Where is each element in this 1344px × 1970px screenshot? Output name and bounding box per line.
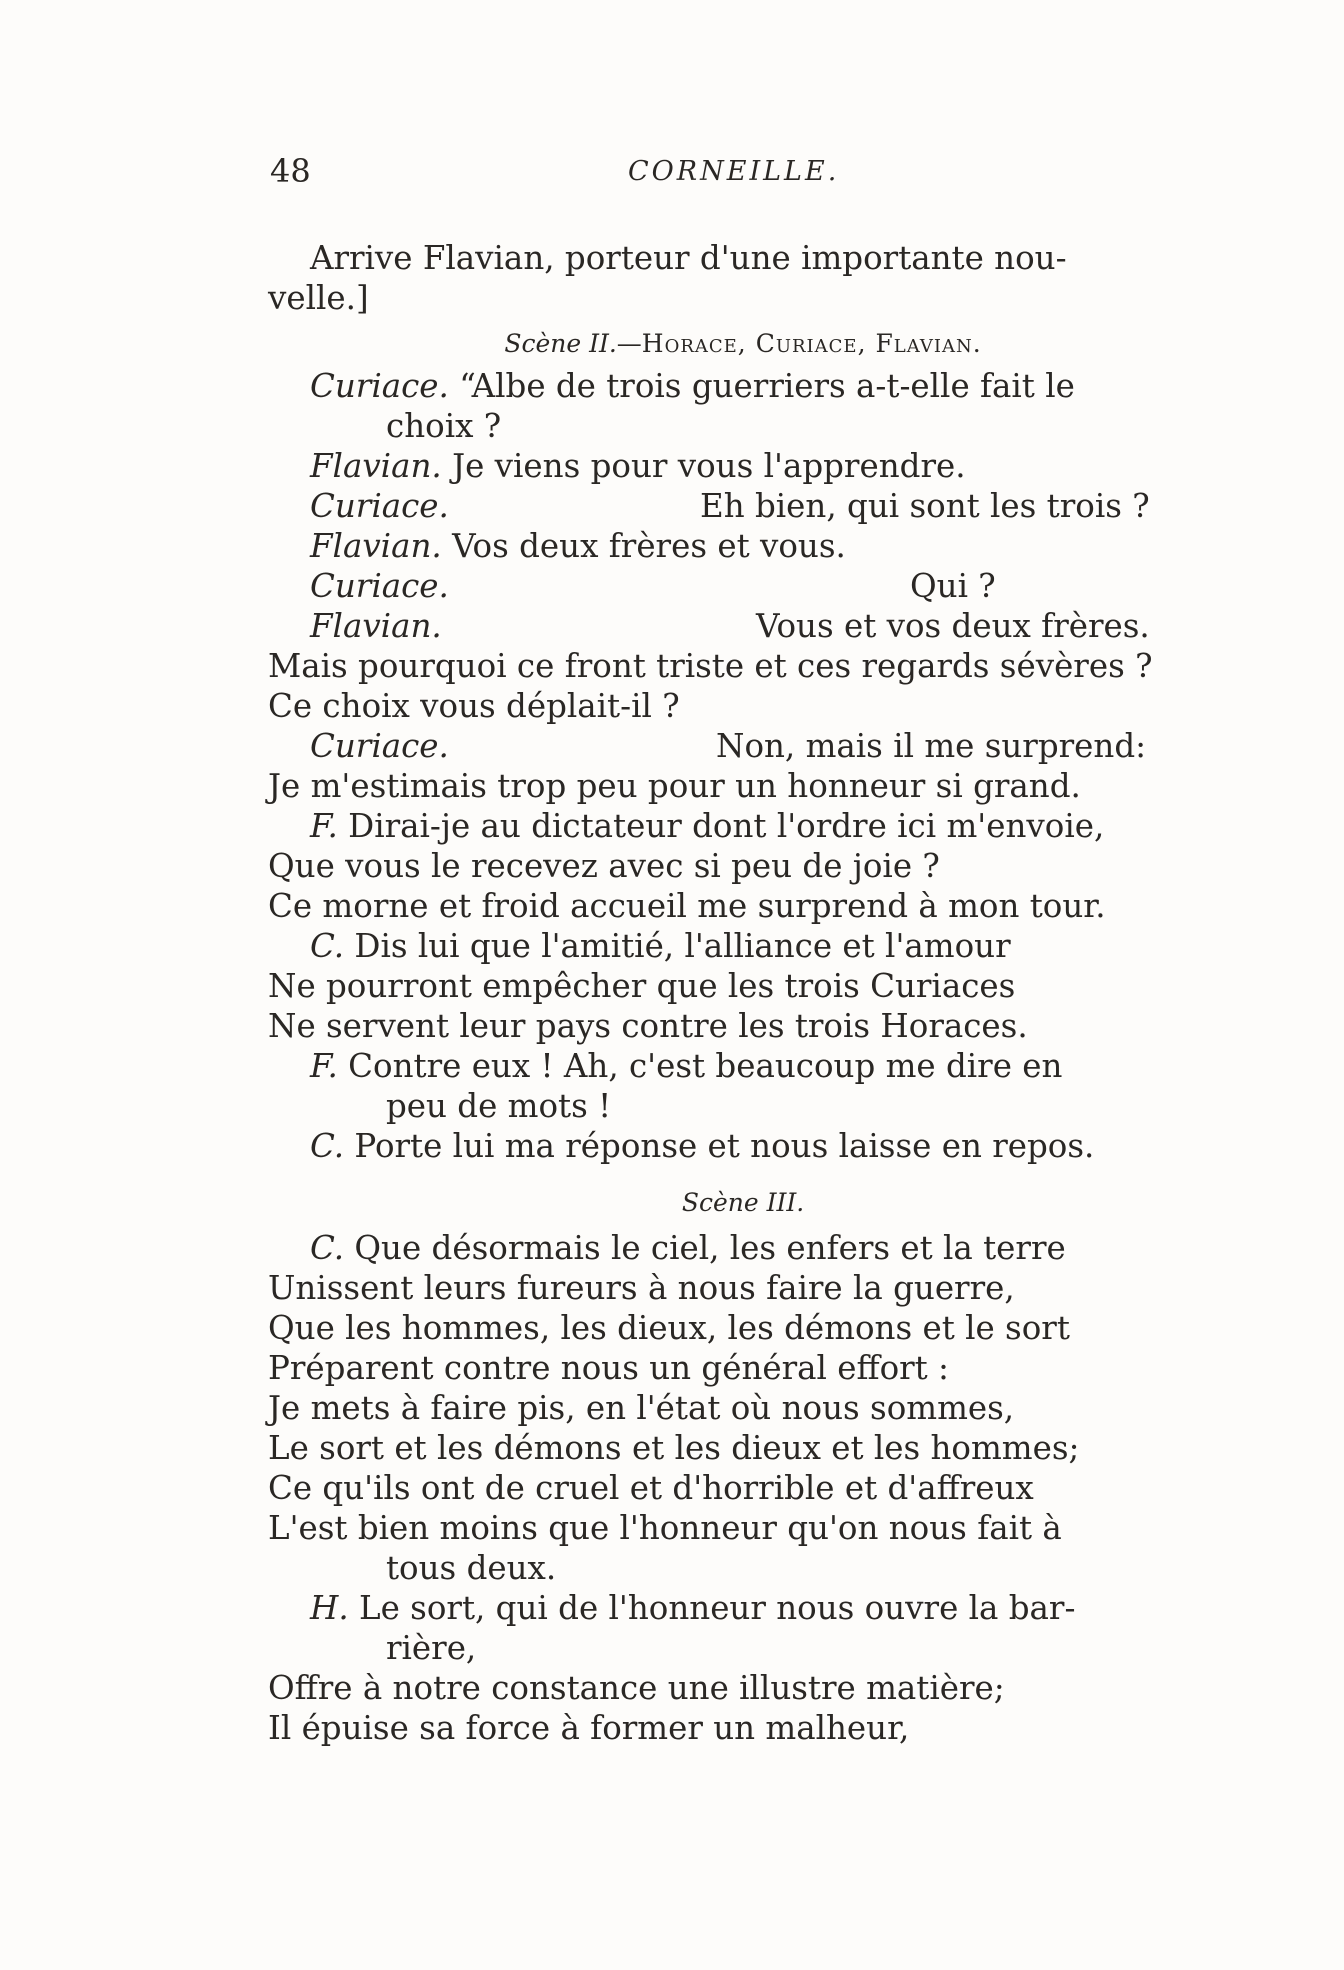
scene-characters: Horace, Curiace, Flavian. xyxy=(641,329,982,358)
speaker: H. xyxy=(310,1589,349,1627)
text-line: Ne pourront empêcher que les trois Curiaces xyxy=(268,967,1016,1005)
scene-label: Scène III. xyxy=(681,1188,805,1217)
text-line: tous deux. xyxy=(386,1549,557,1587)
speaker: Flavian. xyxy=(310,447,442,485)
text-line: peu de mots ! xyxy=(386,1087,612,1125)
speaker: Flavian. xyxy=(310,607,442,645)
speaker: Curiace. xyxy=(310,567,449,605)
dialogue-line: C. Que désormais le ciel, les enfers et la terre xyxy=(310,1229,1066,1267)
page-number: 48 xyxy=(270,152,311,190)
dialogue-line: Flavian. Vous et vos deux frères. xyxy=(310,607,1150,645)
speaker: C. xyxy=(310,927,345,965)
text-line: Mais pourquoi ce front triste et ces regards sévères ? xyxy=(268,647,1153,685)
dialogue-line: H. Le sort, qui de l'honneur nous ouvre la bar- xyxy=(310,1589,1076,1627)
scene-heading xyxy=(268,1166,1218,1228)
text-line: Arrive Flavian, porteur d'une importante nou- xyxy=(310,239,1067,277)
play-text xyxy=(268,238,1218,1748)
dialogue-line: C. Dis lui que l'amitié, l'alliance et l'amour xyxy=(310,927,1011,965)
dialogue-line: Curiace. Eh bien, qui sont les trois ? xyxy=(310,487,1150,525)
text-line: Que vous le recevez avec si peu de joie ? xyxy=(268,847,940,885)
text-line: Ce morne et froid accueil me surprend à mon tour. xyxy=(268,887,1106,925)
text-line: Ce qu'ils ont de cruel et d'horrible et d'affreux xyxy=(268,1469,1034,1507)
dialogue-line: F. Dirai-je au dictateur dont l'ordre ici m'envoie, xyxy=(310,807,1105,845)
scene-label: Scène II. xyxy=(504,329,617,358)
dialogue-line: Curiace. Qui ? xyxy=(310,567,996,605)
text-line: Unissent leurs fureurs à nous faire la guerre, xyxy=(268,1269,1015,1307)
dialogue-line: F. Contre eux ! Ah, c'est beaucoup me dire en xyxy=(310,1047,1063,1085)
speaker: Flavian. xyxy=(310,527,442,565)
dialogue-line: C. Porte lui ma réponse et nous laisse en repos. xyxy=(310,1127,1095,1165)
text-line: Offre à notre constance une illustre matière; xyxy=(268,1669,1005,1707)
speaker: F. xyxy=(310,807,338,845)
text-line: velle.] xyxy=(268,279,369,317)
dialogue-line: Flavian. Vos deux frères et vous. xyxy=(310,527,846,565)
speaker: Curiace. xyxy=(310,727,449,765)
text-line: Le sort et les démons et les dieux et les hommes; xyxy=(268,1429,1080,1467)
speaker: F. xyxy=(310,1047,338,1085)
text-line: Ce choix vous déplait-il ? xyxy=(268,687,680,725)
text-line: choix ? xyxy=(386,407,502,445)
text-line: Il épuise sa force à former un malheur, xyxy=(268,1709,910,1747)
scene-heading: Scène II.—Horace, Curiace, Flavian. xyxy=(504,329,982,358)
text-line: Je m'estimais trop peu pour un honneur si grand. xyxy=(268,767,1081,805)
text-line: Ne servent leur pays contre les trois Horaces. xyxy=(268,1007,1028,1045)
dialogue-line: Curiace. Non, mais il me surprend: xyxy=(310,727,1147,765)
text-line: rière, xyxy=(386,1629,477,1667)
speaker: Curiace. xyxy=(310,367,449,405)
text-line: L'est bien moins que l'honneur qu'on nous fait à xyxy=(268,1509,1062,1547)
dialogue-line: Flavian. Je viens pour vous l'apprendre. xyxy=(310,447,966,485)
dialogue-line: Curiace. “Albe de trois guerriers a-t-elle fait le xyxy=(310,367,1075,405)
running-title: CORNEILLE. xyxy=(628,156,840,187)
speaker: Curiace. xyxy=(310,487,449,525)
text-line: Préparent contre nous un général effort : xyxy=(268,1349,950,1387)
text-line: Que les hommes, les dieux, les démons et le sort xyxy=(268,1309,1070,1347)
speaker: C. xyxy=(310,1229,345,1267)
text-line: Je mets à faire pis, en l'état où nous sommes, xyxy=(268,1389,1015,1427)
speaker: C. xyxy=(310,1127,345,1165)
page-header xyxy=(270,152,1174,198)
